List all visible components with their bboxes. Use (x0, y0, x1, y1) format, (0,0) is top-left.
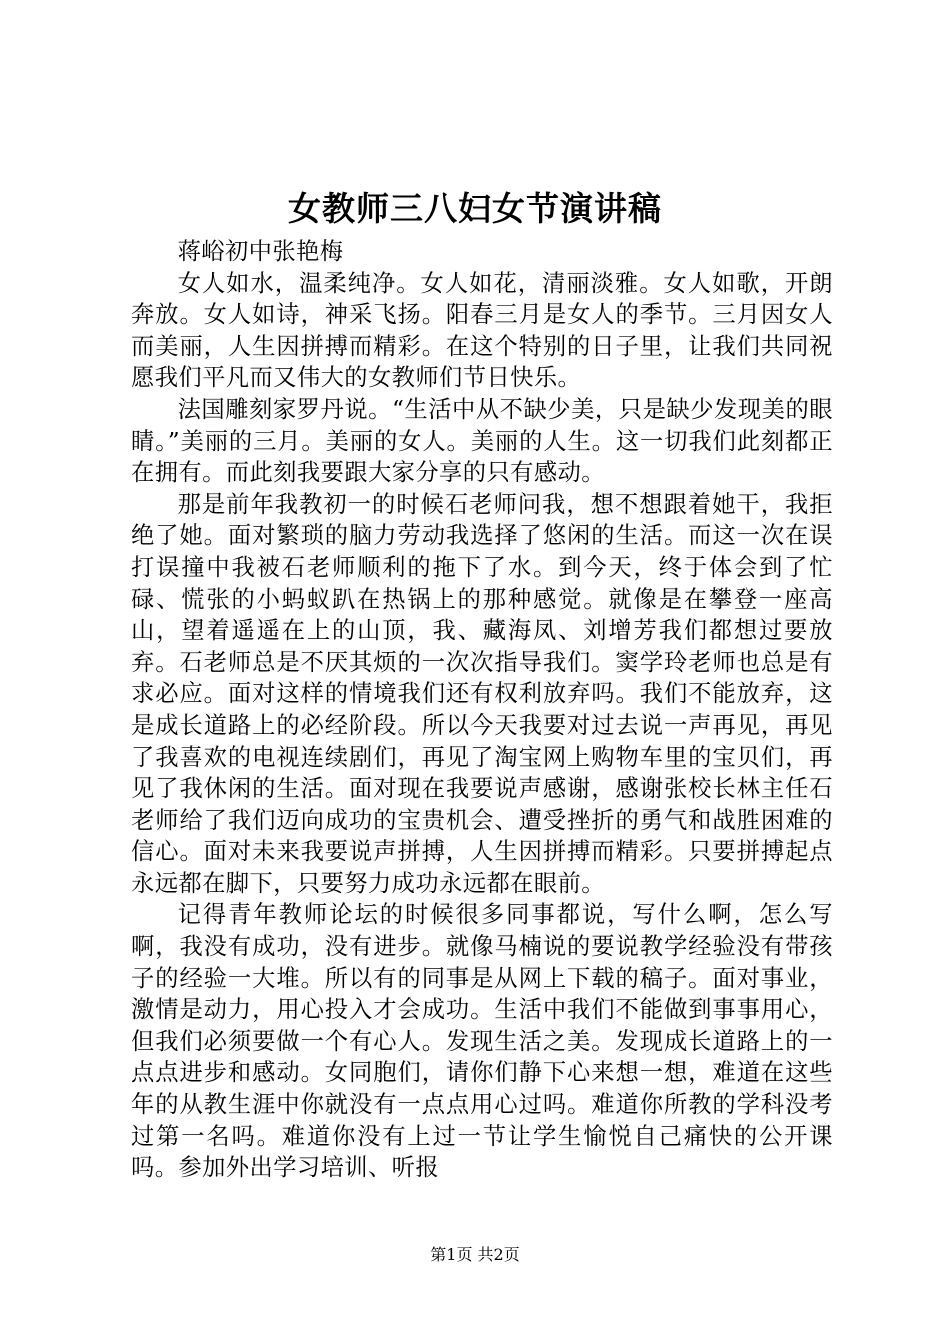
paragraph-3: 那是前年我教初一的时候石老师问我，想不想跟着她干，我拒绝了她。面对繁琐的脑力劳动我选择了悠闲的生活。而这一次在误打误撞中我被石老师顺利的拖下了水。到今天，终于体会到了忙碌、慌张的小蚂蚁趴在热锅上的那种感觉。就像是在攀登一座高山，望着遥遥在上的山顶，我、藏海凤、刘增芳我们都想过要放弃。石老师总是不厌其烦的一次次指导我们。窦学玲老师也总是有求必应。面对这样的情境我们还有权利放弃吗。我们不能放弃，这是成长道路上的必经阶段。所以今天我要对过去说一声再见，再见了我喜欢的电视连续剧们，再见了淘宝网上购物车里的宝贝们，再见了我休闲的生活。面对现在我要说声感谢，感谢张校长林主任石老师给了我们迈向成功的宝贵机会、遭受挫折的勇气和战胜困难的信心。面对未来我要说声拼搏，人生因拼搏而精彩。只要拼搏起点永远都在脚下，只要努力成功永远都在眼前。 (131, 490, 833, 897)
page-footer: 第1页 共2页 (430, 1245, 520, 1264)
document-title: 女教师三八妇女节演讲稿 (288, 189, 662, 228)
paragraph-1: 女人如水，温柔纯净。女人如花，清丽淡雅。女人如歌，开朗奔放。女人如诗，神采飞扬。阳春三月是女人的季节。三月因女人而美丽，人生因拼搏而精彩。在这个特别的日子里，让我们共同祝愿我们平凡而又伟大的女教师们节日快乐。 (131, 269, 833, 392)
paragraph-4: 记得青年教师论坛的时候很多同事都说，写什么啊，怎么写啊，我没有成功，没有进步。就像马楠说的要说教学经验没有带孩子的经验一大堆。所以有的同事是从网上下载的稿子。面对事业，激情是动力，用心投入才会成功。生活中我们不能做到事事用心，但我们必须要做一个有心人。发现生活之美。发现成长道路上的一点点进步和感动。女同胞们，请你们静下心来想一想，难道在这些年的从教生涯中你就没有一点点用心过吗。难道你所教的学科没考过第一名吗。难道你没有上过一节让学生愉悦自己痛快的公开课吗。参加外出学习培训、听报 (131, 901, 833, 1182)
document-body (131, 236, 833, 1184)
paragraph-2: 法国雕刻家罗丹说。“生活中从不缺少美，只是缺少发现美的眼睛。”美丽的三月。美丽的女人。美丽的人生。这一切我们此刻都正在拥有。而此刻我要跟大家分享的只有感动。 (131, 395, 833, 487)
author-line: 蒋峪初中张艳梅 (177, 238, 344, 265)
